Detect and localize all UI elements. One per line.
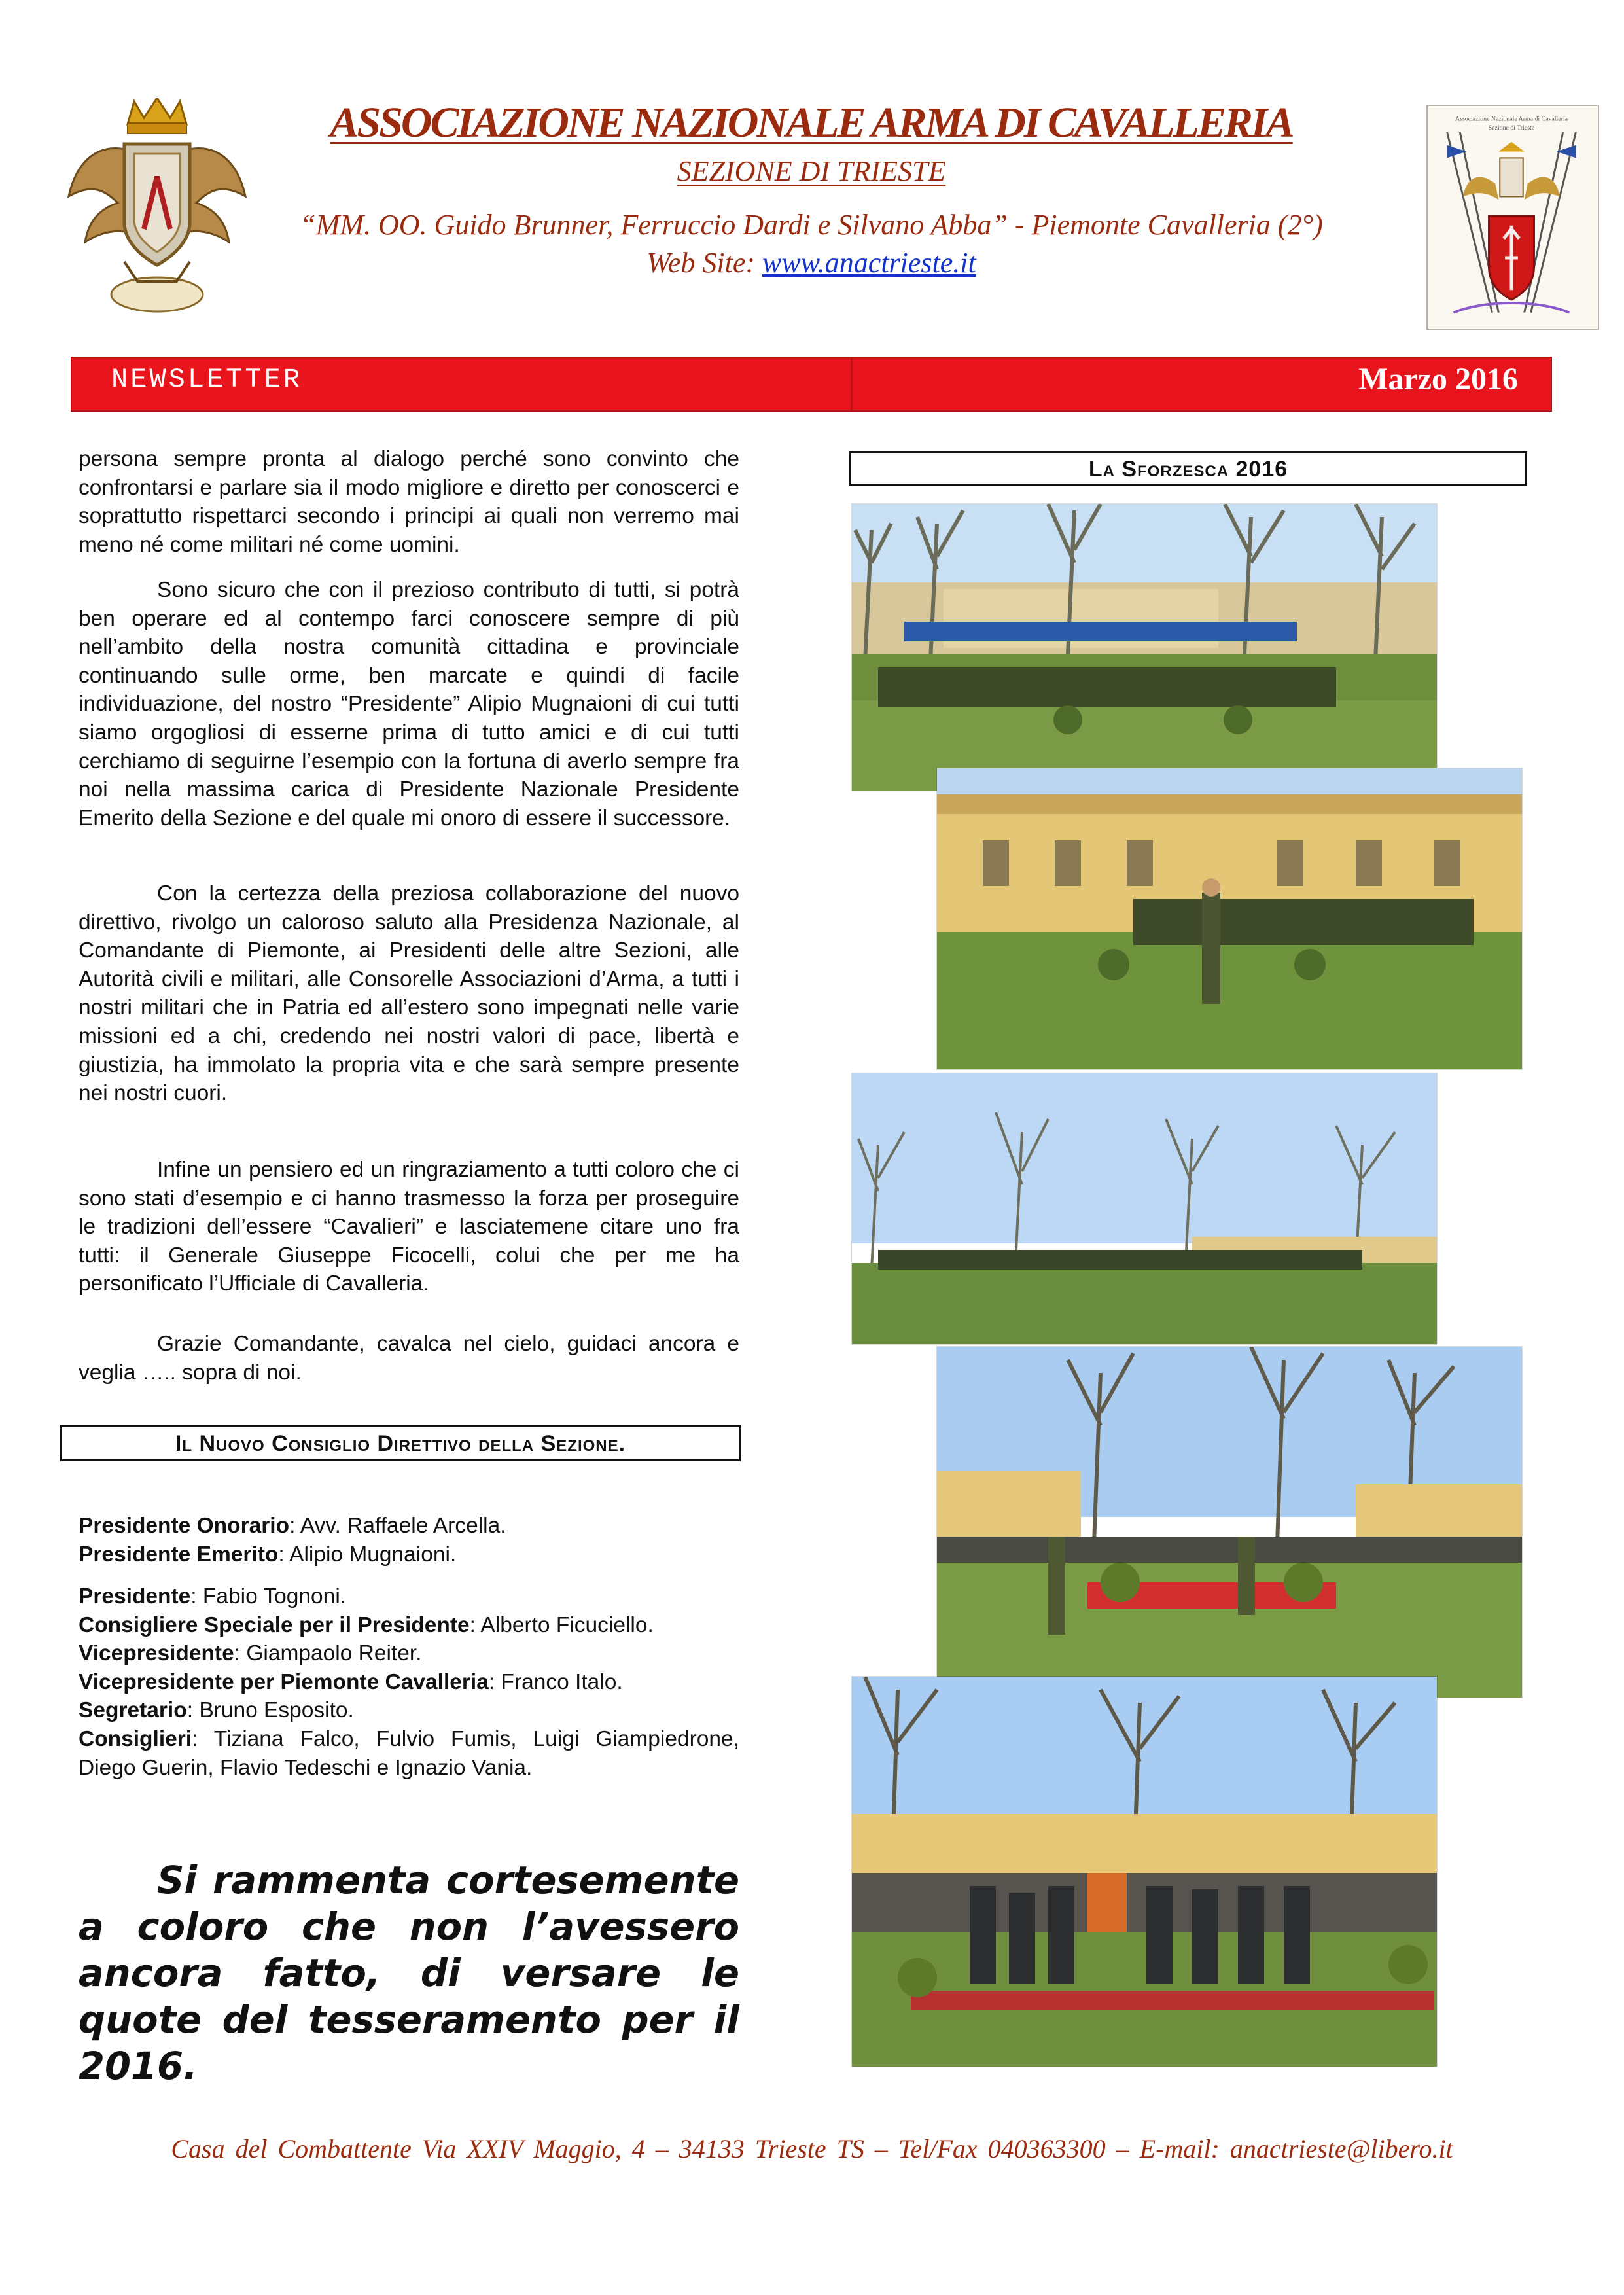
gallery-heading-text: La Sforzesca 2016 — [1088, 457, 1288, 482]
article-text: Infine un pensiero ed un ringraziamento a tutti coloro che ci sono stati d’esempio e ci hanno trasmesso la forza per proseguire le tradizioni dell’essere “Cavalieri” e lasciatemene citare uno fra tutti: il Generale Giuseppe Ficocelli, colui che per me ha personificato l’Ufficiale di Cavalleria. — [79, 1158, 739, 1296]
svg-text:Sezione di Trieste: Sezione di Trieste — [1488, 124, 1535, 132]
council-role: Consiglieri — [79, 1726, 192, 1751]
article-text: persona sempre pronta al dialogo perché sono convinto che confrontarsi e parlare sia il modo migliore e diretto per conoscerci e soprattutto rispettarci secondo i principi ai quali non verremo mai meno né come militari né come uomini. — [79, 447, 739, 557]
article-text: Con la certezza della preziosa collaborazione del nuovo direttivo, rivolgo un caloroso saluto alla Presidenza Nazionale, al Comandante di Piemonte, ai Presidenti delle altre Sezioni, alle Autorità civili e militari, alle Consorelle Associazioni d’Arma, a tutti i nostri militari che in Patria ed all’estero sono impegnati nelle varie missioni ed a chi, credendo nei nostri valori di pace, libertà e giustizia, ha immolato la propria vita e che sarà sempre presente nei nostri cuori. — [79, 881, 739, 1106]
list-item — [79, 1639, 739, 1668]
association-title: ASSOCIAZIONE NAZIONALE ARMA DI CAVALLERIA — [330, 99, 1293, 147]
council-heading-text: Il Nuovo Consiglio Direttivo della Sezione. — [175, 1431, 626, 1456]
council-role: Consigliere Speciale per il Presidente — [79, 1612, 470, 1637]
list-item — [79, 1512, 739, 1540]
section-crest-right — [1426, 105, 1599, 330]
list-item — [79, 1696, 739, 1725]
council-heading — [60, 1425, 741, 1461]
footer-contact: Casa del Combattente Via XXIV Maggio, 4 – 34133 Trieste TS – Tel/Fax 040363300 – E-mail: anactrieste@libero.it — [171, 2134, 1453, 2163]
website-label: Web Site: — [646, 247, 763, 279]
section-subtitle: SEZIONE DI TRIESTE — [677, 155, 946, 187]
council-name: : Alberto Ficuciello. — [469, 1612, 654, 1637]
newsletter-label: NEWSLETTER — [111, 364, 303, 395]
gallery-heading — [849, 451, 1527, 486]
council-name: : Giampaolo Reiter. — [234, 1641, 422, 1666]
reminder-text: Si rammenta cortesemente a coloro che non l’avessero ancora fatto, di versare le quote del tesseramento per il 2016. — [79, 1859, 739, 2088]
list-item — [79, 1540, 739, 1569]
council-name: : Fabio Tognoni. — [190, 1584, 347, 1609]
list-item — [79, 1725, 739, 1782]
list-item — [79, 1611, 739, 1640]
council-members-list — [79, 1582, 739, 1782]
article-paragraph — [79, 445, 739, 559]
band-leader-photo — [937, 768, 1522, 1069]
issue-date: Marzo 2016 — [1358, 362, 1518, 397]
council-honorary-list — [79, 1512, 739, 1569]
council-role: Vicepresidente — [79, 1641, 234, 1666]
council-name: : Alipio Mugnaioni. — [278, 1542, 457, 1567]
council-role: Presidente Onorario — [79, 1514, 290, 1538]
bar-divider — [851, 358, 853, 410]
article-paragraph — [79, 1330, 739, 1387]
parade-ground-photo — [852, 1073, 1437, 1344]
council-role: Presidente — [79, 1584, 191, 1609]
group-portrait-photo — [852, 1677, 1437, 2067]
crest-caption: Associazione Nazionale Arma di Cavalleria — [1455, 115, 1568, 123]
membership-reminder — [79, 1857, 739, 2090]
list-item — [79, 1668, 739, 1697]
council-role: Segretario — [79, 1698, 187, 1723]
council-name: : Franco Italo. — [488, 1669, 623, 1694]
list-item — [79, 1582, 739, 1611]
ceremony-stage-photo — [937, 1347, 1522, 1698]
website-link[interactable]: www.anactrieste.it — [762, 247, 976, 279]
council-name: : Tiziana Falco, Fulvio Fumis, Luigi Giampiedrone, Diego Guerin, Flavio Tedeschi e Ignazio Vania. — [79, 1726, 739, 1780]
article-paragraph — [79, 880, 739, 1108]
council-name: : Avv. Raffaele Arcella. — [289, 1514, 506, 1538]
article-paragraph — [79, 576, 739, 832]
website-line — [249, 246, 1374, 279]
military-formation-photo — [852, 504, 1437, 791]
article-text: Grazie Comandante, cavalca nel cielo, guidaci ancora e veglia ….. sopra di noi. — [79, 1332, 739, 1385]
regiment-motto: “MM. OO. Guido Brunner, Ferruccio Dardi e Silvano Abba” - Piemonte Cavalleria (2°) — [300, 209, 1323, 241]
article-text: Sono sicuro che con il prezioso contributo di tutti, si potrà ben operare ed al contempo farci conoscere sempre di più nell’ambito della nostra comunità cittadina e provinciale continuando sulle orme, ben marcate e quindi di facile individuazione, del nostro “Presidente” Alipio Mugnaioni di cui tutti siamo orgogliosi di esserne prima di tutto amici e di cui tutti cerchiamo di seguirne l’esempio con la fortuna di averlo sempre fra noi nella massima carica di Presidente Nazionale Presidente Emerito della Sezione e del quale mi onoro di essere il successore. — [79, 578, 739, 830]
council-role: Vicepresidente per Piemonte Cavalleria — [79, 1669, 489, 1694]
council-role: Presidente Emerito — [79, 1542, 279, 1567]
article-paragraph — [79, 1156, 739, 1298]
council-name: : Bruno Esposito. — [186, 1698, 354, 1723]
cavalry-crest-left — [65, 98, 249, 321]
